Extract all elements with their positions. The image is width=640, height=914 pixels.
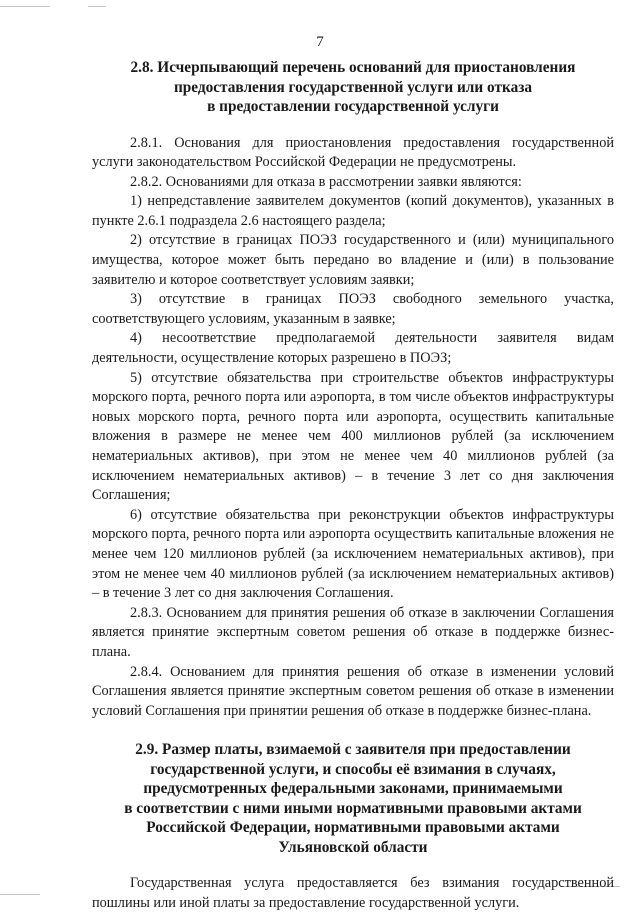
list-item-2: 2) отсутствие в границах ПОЭЗ государственного и (или) муниципального имущества, которое может быть передано во владение и (или) в пользование заявителю и которое соответствует условиям заявки; bbox=[92, 232, 614, 288]
scan-artifact bbox=[0, 6, 50, 7]
section-heading-2-8 bbox=[92, 58, 614, 117]
heading-line: Российской Федерации, нормативными правовыми актами bbox=[146, 819, 560, 837]
paragraph-2-8-2: 2.8.2. Основаниями для отказа в рассмотрении заявки являются: bbox=[130, 173, 522, 190]
list-item-3: 3) отсутствие в границах ПОЭЗ свободного земельного участка, соответствующего условиям, указанным в заявке; bbox=[92, 291, 614, 327]
heading-line: в предоставлении государственной услуги bbox=[207, 98, 499, 115]
list-item-1: 1) непредставление заявителем документов (копий документов), указанных в пункте 2.6.1 подраздела 2.6 настоящего раздела; bbox=[92, 193, 614, 229]
list-item-4: 4) несоответствие предполагаемой деятельности заявителя видам деятельности, осуществление которых разрешено в ПОЭЗ; bbox=[92, 330, 614, 367]
paragraph-2-8-3: 2.8.3. Основанием для принятия решения об отказе в заключении Соглашения является принятие экспертным советом решения об отказе в поддержке бизнес-плана. bbox=[92, 604, 614, 660]
heading-line: государственной услуги, и способы её взимания в случаях, bbox=[150, 760, 556, 778]
scan-artifact bbox=[0, 894, 40, 895]
heading-line: в соответствии с ними иными нормативными правовыми актами bbox=[124, 799, 582, 817]
paragraph-2-8-4: 2.8.4. Основанием для принятия решения об отказе в изменении условий Соглашения является принятие экспертным советом решения об отказе в изменении условий Соглашения при принятии решения об отказе в поддержке бизнес-плана. bbox=[92, 663, 614, 719]
heading-line: 2.9. Размер платы, взимаемой с заявителя при предоставлении bbox=[135, 741, 571, 759]
section-heading-2-9 bbox=[92, 740, 614, 857]
scan-artifact bbox=[88, 6, 106, 7]
document-body bbox=[92, 58, 614, 914]
heading-line: предусмотренных федеральными законами, принимаемыми bbox=[143, 780, 563, 798]
list-item-5: 5) отсутствие обязательства при строительстве объектов инфраструктуры морского порта, речного порта или аэропорта, в том числе объектов инфраструктуры новых морского порта, речного порта или аэропорта, осуществить капитальные вложения в размере не менее чем 400 миллионов рублей (за исключением нематериальных активов), при этом не менее чем 40 миллионов рублей (за исключением нематериальных активов) – в течение 3 лет со дня заключения Соглашения; bbox=[92, 369, 614, 504]
heading-line: Ульяновской области bbox=[278, 838, 428, 856]
page-number: 7 bbox=[316, 34, 324, 50]
heading-line: предоставления государственной услуги или отказа bbox=[173, 78, 533, 96]
paragraph-2-9-fee: Государственная услуга предоставляется без взимания государственной пошлины или иной платы за предоставление государственной услуги. bbox=[92, 875, 614, 911]
paragraph-2-8-1: 2.8.1. Основания для приостановления предоставления государственной услуги законодательством Российской Федерации не предусмотрены. bbox=[92, 134, 614, 171]
heading-line: 2.8. Исчерпывающий перечень оснований для приостановления bbox=[130, 59, 576, 76]
list-item-6: 6) отсутствие обязательства при реконструкции объектов инфраструктуры морского порта, речного порта или аэропорта осуществить капитальные вложения не менее чем 120 миллионов рублей (за исключением нематериальных активов), при этом не менее чем 40 миллионов рублей (за исключением нематериальных активов) – в течение 3 лет со дня заключения Соглашения. bbox=[92, 506, 614, 602]
